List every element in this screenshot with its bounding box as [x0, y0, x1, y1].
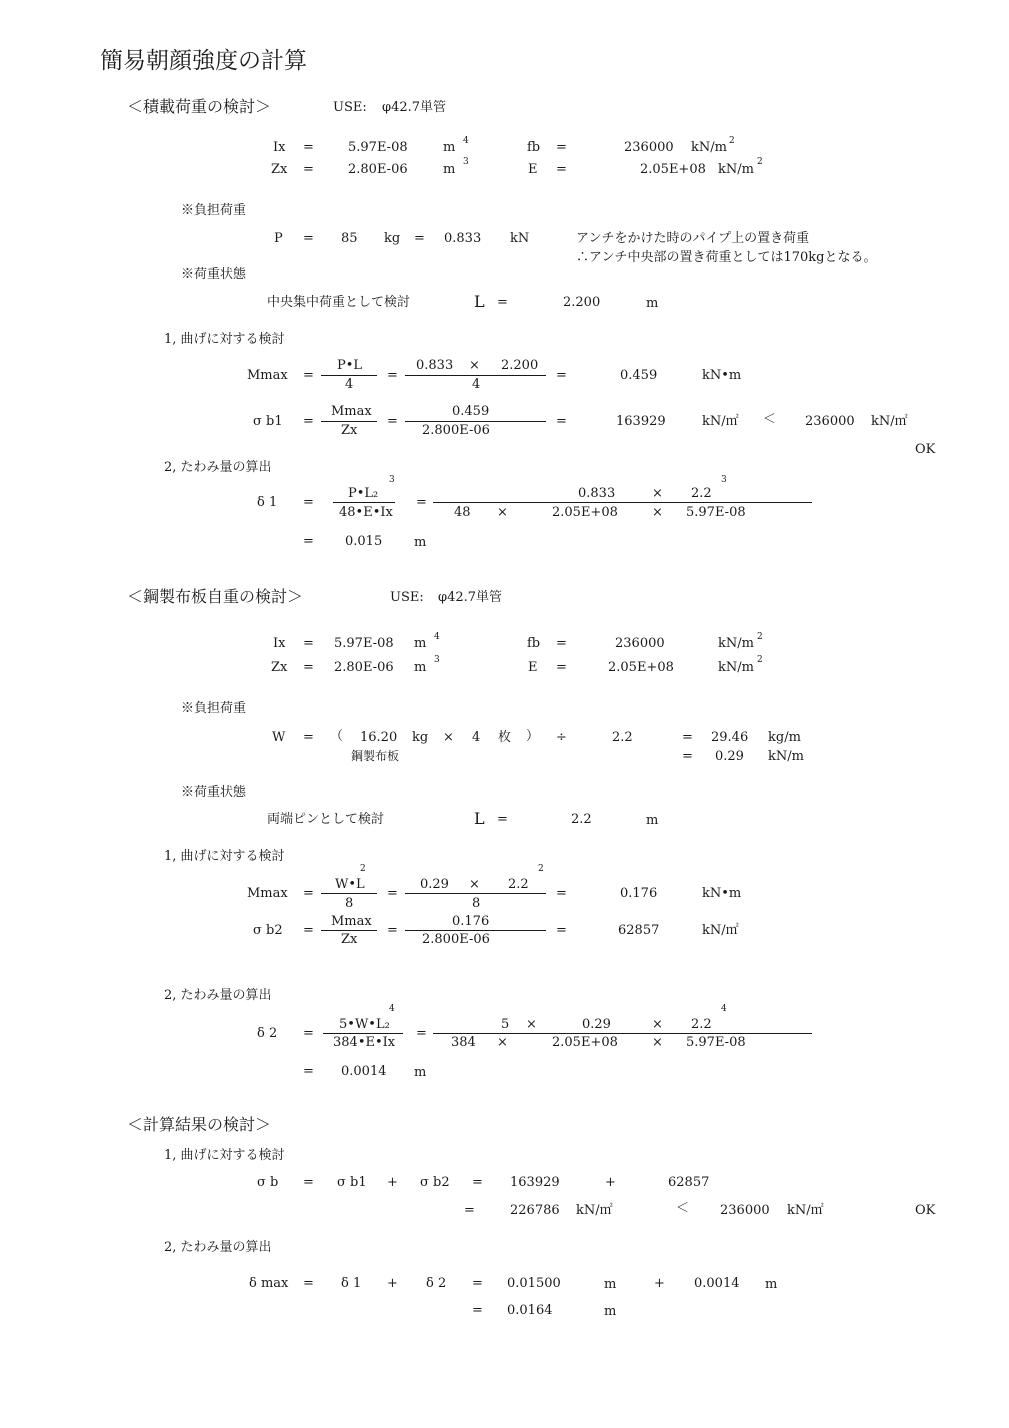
equals: = — [387, 886, 398, 901]
section-heading: ＜計算結果の検討＞ — [127, 1115, 272, 1134]
times-sign: × — [497, 505, 508, 520]
load-kn-per-m: 0.29 — [715, 749, 744, 764]
times-sign: × — [497, 1035, 508, 1050]
times-sign: × — [469, 358, 480, 373]
equals: = — [472, 1303, 483, 1318]
formula-numerator: W•L — [335, 877, 365, 892]
e-exponent: 2 — [757, 157, 763, 167]
plus-sign: + — [387, 1276, 398, 1291]
use-label: USE: — [333, 100, 367, 115]
zx-exponent: 3 — [434, 655, 440, 665]
equals: = — [303, 368, 314, 383]
value-exponent: 4 — [721, 1004, 727, 1014]
bending-title: 1, 曲げに対する検討 — [164, 1148, 285, 1163]
formula-denominator: 8 — [345, 896, 354, 911]
denominator-value: 2.800E-06 — [422, 932, 490, 947]
numerator-value: 0.833 — [416, 358, 454, 373]
formula-numerator: Mmax — [331, 914, 372, 929]
page-title: 簡易朝顔強度の計算 — [100, 48, 307, 74]
deck-weight: 16.20 — [360, 730, 398, 745]
formula-denominator: Zx — [341, 932, 358, 947]
equals: = — [303, 923, 314, 938]
fb-value: 236000 — [615, 636, 665, 651]
equals: = — [303, 636, 314, 651]
denominator-value: 48 — [454, 505, 471, 520]
equals: = — [682, 730, 693, 745]
e-label: E — [528, 162, 538, 177]
sigma-label: σ b2 — [253, 923, 283, 938]
ix-value: 5.97E-08 — [334, 636, 394, 651]
formula-denominator: 4 — [345, 377, 354, 392]
state-text: 両端ピンとして検討 — [267, 812, 385, 827]
use-label: USE: — [390, 590, 424, 605]
ix-unit: m — [414, 636, 427, 651]
p-label: P — [274, 231, 283, 246]
equals: = — [303, 1175, 314, 1190]
kn-unit: kN — [510, 231, 530, 246]
load-note: アンチをかけた時のパイプ上の置き荷重 — [576, 231, 810, 246]
count-unit: 枚 — [498, 730, 512, 745]
mmax-label: Mmax — [247, 368, 288, 383]
ix-label: Ix — [273, 636, 286, 651]
value-exponent: 3 — [721, 475, 727, 485]
equals: = — [303, 140, 314, 155]
span-label: L — [474, 292, 485, 311]
equals: = — [303, 1064, 314, 1079]
delta1-value: 0.01500 — [507, 1276, 561, 1291]
mmax-unit: kN•m — [702, 368, 742, 383]
kg-per-m-unit: kg/m — [768, 730, 801, 745]
equals: = — [464, 1203, 475, 1218]
denominator-value: 2.05E+08 — [552, 1035, 618, 1050]
deflection-title: 2, たわみ量の算出 — [164, 460, 272, 475]
denominator-value: 5.97E-08 — [686, 505, 746, 520]
mmax-result: 0.459 — [620, 368, 658, 383]
equals: = — [414, 231, 425, 246]
p-kn-value: 0.833 — [444, 231, 482, 246]
section-heading: ＜鋼製布板自重の検討＞ — [127, 587, 304, 606]
equals: = — [497, 295, 508, 310]
span-value: 2.200 — [563, 295, 601, 310]
zx-label: Zx — [271, 660, 288, 675]
kn-per-m-unit: kN/m — [768, 749, 804, 764]
equals: = — [556, 886, 567, 901]
fb-exponent: 2 — [757, 632, 763, 642]
delta-result: 0.0014 — [341, 1064, 387, 1079]
span-value: 2.2 — [571, 812, 592, 827]
e-unit: kN/m — [718, 162, 754, 177]
numerator-value: 0.176 — [452, 914, 490, 929]
load-title: ※負担荷重 — [181, 701, 247, 716]
formula-numerator: 5•W•L₂ — [339, 1017, 390, 1032]
fraction-line — [323, 1033, 403, 1034]
zx-value: 2.80E-06 — [334, 660, 394, 675]
fb-value: 236000 — [624, 140, 674, 155]
numerator-value: 5 — [501, 1017, 510, 1032]
sigma-total-value: 226786 — [510, 1203, 560, 1218]
value-exponent: 2 — [538, 864, 544, 874]
numerator-value: 2.200 — [501, 358, 539, 373]
deflection-title: 2, たわみ量の算出 — [164, 988, 272, 1003]
load-note: ∴アンチ中央部の置き荷重としては170kgとなる。 — [576, 250, 877, 265]
span-unit: m — [646, 813, 659, 828]
times-sign: × — [443, 730, 454, 745]
equals: = — [387, 414, 398, 429]
e-value: 2.05E+08 — [608, 660, 674, 675]
sigma-b2-term: σ b2 — [420, 1175, 450, 1190]
equals: = — [556, 636, 567, 651]
allowable-unit: kN/㎡ — [871, 414, 908, 429]
equals: = — [556, 414, 567, 429]
ok-badge: OK — [915, 1203, 936, 1218]
fraction-line — [405, 421, 546, 422]
allowable-value: 236000 — [720, 1203, 770, 1218]
formula-exponent: 2 — [360, 864, 366, 874]
formula-denominator: Zx — [341, 423, 358, 438]
p-kg-value: 85 — [341, 231, 358, 246]
less-than: ＜ — [763, 412, 777, 427]
sigma-label: σ b1 — [253, 414, 283, 429]
e-exponent: 2 — [757, 655, 763, 665]
denominator-value: 2.05E+08 — [552, 505, 618, 520]
state-title: ※荷重状態 — [181, 267, 247, 282]
deck-caption: 鋼製布板 — [351, 749, 400, 763]
delta-max-label: δ max — [249, 1276, 289, 1291]
span-label: L — [474, 809, 485, 828]
equals: = — [303, 1026, 314, 1041]
allowable-value: 236000 — [805, 414, 855, 429]
times-sign: × — [652, 1035, 663, 1050]
equals: = — [416, 1026, 427, 1041]
delta-result: 0.015 — [345, 534, 383, 549]
equals: = — [303, 414, 314, 429]
kg-unit: kg — [412, 730, 429, 745]
fb-unit: kN/m — [718, 636, 754, 651]
state-text: 中央集中荷重として検討 — [267, 295, 411, 310]
numerator-value: 0.29 — [420, 877, 449, 892]
delta2-value: 0.0014 — [694, 1276, 740, 1291]
equals: = — [303, 886, 314, 901]
equals: = — [303, 660, 314, 675]
formula-exponent: 3 — [389, 475, 395, 485]
ix-exponent: 4 — [463, 136, 469, 146]
close-paren: ） — [526, 729, 540, 744]
bending-title: 1, 曲げに対する検討 — [164, 849, 285, 864]
denominator-value: 2.800E-06 — [422, 423, 490, 438]
formula-denominator: 384•E•Ix — [333, 1035, 396, 1050]
equals: = — [303, 231, 314, 246]
use-value: φ42.7単管 — [438, 590, 503, 605]
delta-label: δ 1 — [257, 495, 278, 510]
equals: = — [472, 1276, 483, 1291]
fraction-line — [321, 421, 377, 422]
formula-numerator: Mmax — [331, 404, 372, 419]
plus-sign: + — [654, 1276, 665, 1291]
numerator-value: 0.29 — [582, 1017, 611, 1032]
formula-numerator: P•L — [337, 358, 363, 373]
deflection-title: 2, たわみ量の算出 — [164, 1240, 272, 1255]
delta2-unit: m — [765, 1277, 778, 1292]
equals: = — [303, 534, 314, 549]
plus-sign: + — [605, 1175, 616, 1190]
sigma-result: 62857 — [618, 923, 660, 938]
formula-numerator: P•L₂ — [348, 486, 379, 501]
delta-max-unit: m — [604, 1304, 617, 1319]
equals: = — [303, 1276, 314, 1291]
zx-unit: m — [414, 660, 427, 675]
e-value: 2.05E+08 — [640, 162, 706, 177]
equals: = — [556, 162, 567, 177]
numerator-value: 2.2 — [691, 1017, 712, 1032]
equals: = — [497, 812, 508, 827]
sigma-b1-term: σ b1 — [337, 1175, 367, 1190]
equals: = — [387, 368, 398, 383]
ix-exponent: 4 — [434, 632, 440, 642]
fraction-line — [433, 1033, 812, 1034]
bending-title: 1, 曲げに対する検討 — [164, 332, 285, 347]
equals: = — [472, 1175, 483, 1190]
delta1-unit: m — [604, 1277, 617, 1292]
sigma-total-label: σ b — [257, 1175, 279, 1190]
fraction-line — [433, 502, 812, 503]
fraction-line — [405, 375, 546, 376]
times-sign: × — [469, 877, 480, 892]
fb-label: fb — [527, 636, 541, 651]
kg-unit: kg — [384, 231, 401, 246]
ok-badge: OK — [915, 442, 936, 457]
equals: = — [303, 162, 314, 177]
ix-label: Ix — [273, 140, 286, 155]
times-sign: × — [652, 486, 663, 501]
denominator-value: 4 — [472, 377, 481, 392]
equals: = — [303, 495, 314, 510]
fraction-line — [321, 893, 377, 894]
fb-exponent: 2 — [729, 136, 735, 146]
sigma-b2-value: 62857 — [668, 1175, 710, 1190]
formula-denominator: 48•E•Ix — [339, 505, 393, 520]
fraction-line — [321, 930, 377, 931]
fraction-line — [333, 502, 395, 503]
ix-value: 5.97E-08 — [348, 140, 408, 155]
mmax-label: Mmax — [247, 886, 288, 901]
zx-value: 2.80E-06 — [348, 162, 408, 177]
formula-exponent: 4 — [389, 1004, 395, 1014]
sigma-total-unit: kN/㎡ — [576, 1203, 613, 1218]
equals: = — [556, 660, 567, 675]
ix-unit: m — [443, 140, 456, 155]
span-divisor: 2.2 — [612, 730, 633, 745]
allowable-unit: kN/㎡ — [787, 1203, 824, 1218]
denominator-value: 8 — [472, 896, 481, 911]
fb-label: fb — [527, 140, 541, 155]
load-kg-per-m: 29.46 — [711, 730, 749, 745]
equals: = — [416, 495, 427, 510]
equals: = — [682, 749, 693, 764]
sigma-result: 163929 — [616, 414, 666, 429]
open-paren: （ — [330, 729, 344, 744]
equals: = — [303, 730, 314, 745]
equals: = — [387, 923, 398, 938]
numerator-value: 0.833 — [578, 486, 616, 501]
delta2-term: δ 2 — [426, 1276, 447, 1291]
span-unit: m — [646, 296, 659, 311]
state-title: ※荷重状態 — [181, 785, 247, 800]
numerator-value: 2.2 — [691, 486, 712, 501]
delta-label: δ 2 — [257, 1026, 278, 1041]
sigma-unit: kN/㎡ — [702, 923, 739, 938]
fb-unit: kN/m — [691, 140, 727, 155]
zx-unit: m — [443, 162, 456, 177]
times-sign: × — [526, 1017, 537, 1032]
sigma-b1-value: 163929 — [510, 1175, 560, 1190]
denominator-value: 384 — [451, 1035, 476, 1050]
denominator-value: 5.97E-08 — [686, 1035, 746, 1050]
plus-sign: + — [387, 1175, 398, 1190]
delta-unit: m — [414, 535, 427, 550]
sigma-unit: kN/㎡ — [702, 414, 739, 429]
equals: = — [556, 140, 567, 155]
mmax-unit: kN•m — [702, 886, 742, 901]
equals: = — [556, 923, 567, 938]
load-title: ※負担荷重 — [181, 203, 247, 218]
delta-max-value: 0.0164 — [507, 1303, 553, 1318]
fraction-line — [321, 375, 377, 376]
zx-label: Zx — [271, 162, 288, 177]
e-label: E — [528, 660, 538, 675]
mmax-result: 0.176 — [620, 886, 658, 901]
equals: = — [556, 368, 567, 383]
w-label: W — [272, 730, 286, 745]
deck-count: 4 — [472, 730, 481, 745]
divide-sign: ÷ — [556, 730, 567, 745]
delta1-term: δ 1 — [341, 1276, 362, 1291]
fraction-line — [405, 893, 546, 894]
times-sign: × — [652, 505, 663, 520]
less-than: ＜ — [676, 1201, 690, 1216]
fraction-line — [405, 930, 546, 931]
section-heading: ＜積載荷重の検討＞ — [127, 97, 272, 116]
numerator-value: 2.2 — [508, 877, 529, 892]
delta-unit: m — [414, 1065, 427, 1080]
use-value: φ42.7単管 — [382, 100, 447, 115]
e-unit: kN/m — [718, 660, 754, 675]
zx-exponent: 3 — [463, 157, 469, 167]
times-sign: × — [652, 1017, 663, 1032]
numerator-value: 0.459 — [452, 404, 490, 419]
